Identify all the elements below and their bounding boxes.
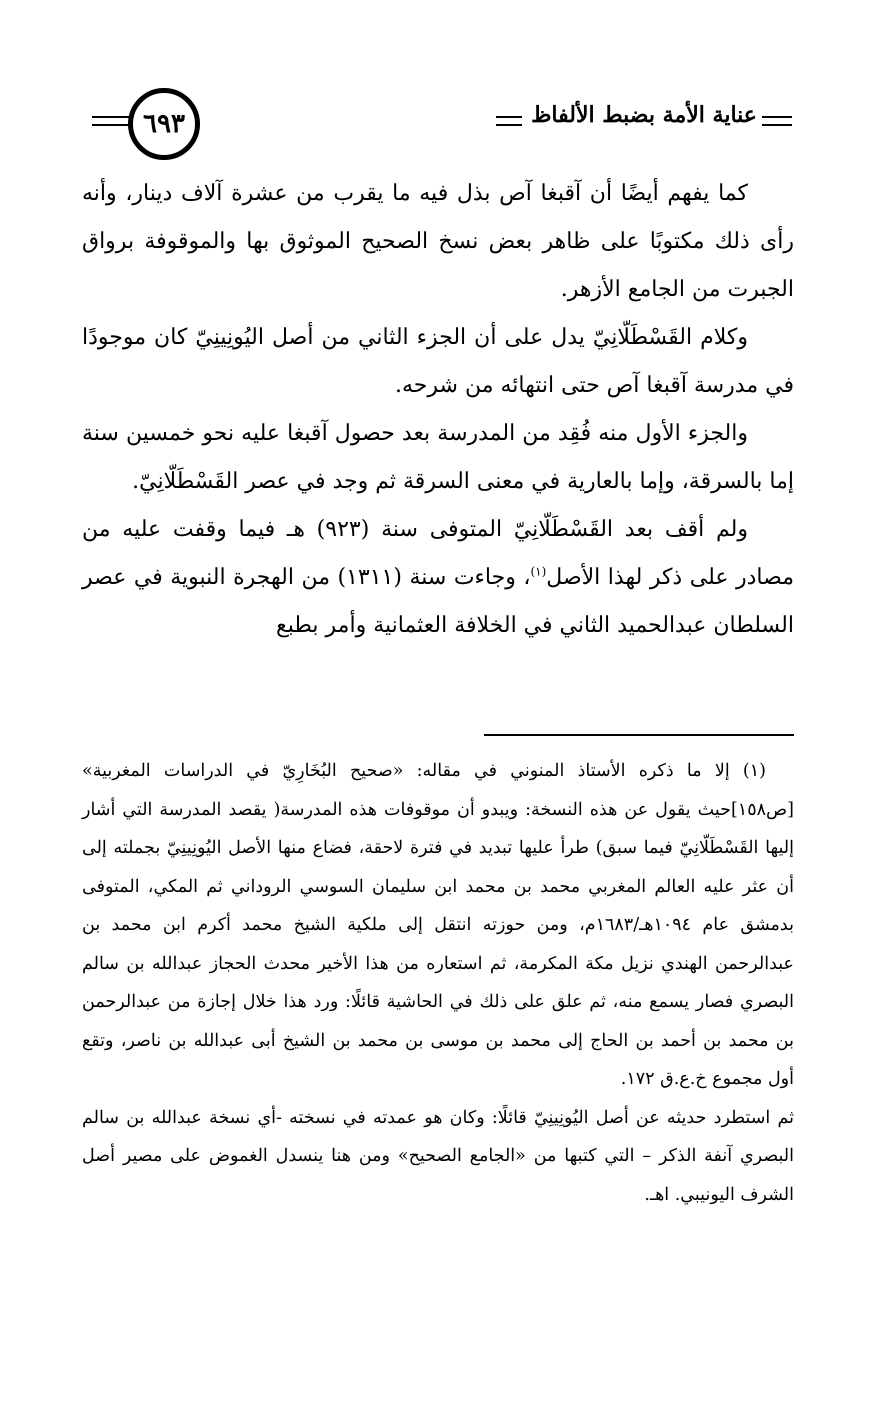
footnote-reference[interactable]: (١): [530, 564, 547, 579]
paragraph: والجزء الأول منه فُقِد من المدرسة بعد حصول آقبغا عليه نحو خمسين سنة إما بالسرقة، وإما بالعارية في معنى السرقة ثم وجد في عصر القَسْطَلّانِيّ.: [82, 421, 794, 494]
paragraph: وكلام القَسْطَلّانِيّ يدل على أن الجزء الثاني من أصل اليُونِينِيّ كان موجودًا في مدرسة آقبغا آص حتى انتهائه من شرحه.: [82, 325, 794, 398]
main-text: [82, 170, 794, 650]
paragraph-text: ولم أقف بعد القَسْطَلّانِيّ المتوفى سنة (٩٢٣) هـ فيما وقفت عليه من مصادر على ذكر لهذا الأصل: [82, 517, 794, 590]
page-number: ٦٩٣: [128, 88, 200, 160]
footnote-divider: [484, 734, 794, 736]
paragraph-text: ، وجاءت سنة (١٣١١) من الهجرة النبوية في عصر السلطان عبدالحميد الثاني في الخلافة العثمانية وأمر بطبع: [82, 565, 794, 638]
header-rule: [762, 116, 792, 118]
footnote-paragraph: (١) إلا ما ذكره الأستاذ المنوني في مقاله: «صحيح البُخَارِيّ في الدراسات المغربية» [ص١٥٨]حيث يقول عن هذه النسخة: ويبدو أن موقوفات هذه المدرسة( يقصد المدرسة التي أشار إليها القَسْطَلّانِيّ فيما سبق) طرأ عليها تبديد في فترة لاحقة، فضاع منها الأصل اليُونِينِيّ بجملته إلى أن عثر عليه العالم المغربي محمد بن محمد ابن سليمان السوسي الروداني ثم المكي، المتوفى بدمشق عام ١٠٩٤هـ/١٦٨٣م، ومن حوزته انتقل إلى ملكية الشيخ محمد أكرم ابن محمد بن عبدالرحمن الهندي نزيل مكة المكرمة، ثم استعاره من هذا الأخير محدث الحجاز عبدالله بن سالم البصري فصار يسمع منه، ثم علق على ذلك في الحاشية قائلًا: ورد هذا خلال إجازة من عبدالرحمن بن محمد بن أحمد بن الحاج إلى محمد بن موسى بن محمد بن الشيخ أبى عبدالله بن ناصر، وتقع أول مجموع خ.ع.ق ١٧٢.: [82, 761, 794, 1089]
running-title: عناية الأمة بضبط الألفاظ: [531, 102, 757, 128]
paragraph: كما يفهم أيضًا أن آقبغا آص بذل فيه ما يقرب من عشرة آلاف دينار، وأنه رأى ذلك مكتوبًا على ظاهر بعض نسخ الصحيح الموثوق بها والموقوفة برواق الجبرت من الجامع الأزهر.: [82, 181, 794, 302]
page-header: [0, 80, 873, 170]
header-rule: [496, 116, 522, 118]
paragraph: [82, 506, 794, 650]
header-rule: [762, 124, 792, 126]
header-rule: [496, 124, 522, 126]
footnote-paragraph: ثم استطرد حديثه عن أصل اليُونِينِيّ قائلًا: وكان هو عمدته في نسخته -أي نسخة عبدالله بن سالم البصري آنفة الذكر – التي كتبها من «الجامع الصحيح» ومن هنا ينسدل الغموض على مصير أصل الشرف اليونيبي. اهـ.: [82, 1107, 794, 1205]
footnotes: [82, 752, 794, 1214]
